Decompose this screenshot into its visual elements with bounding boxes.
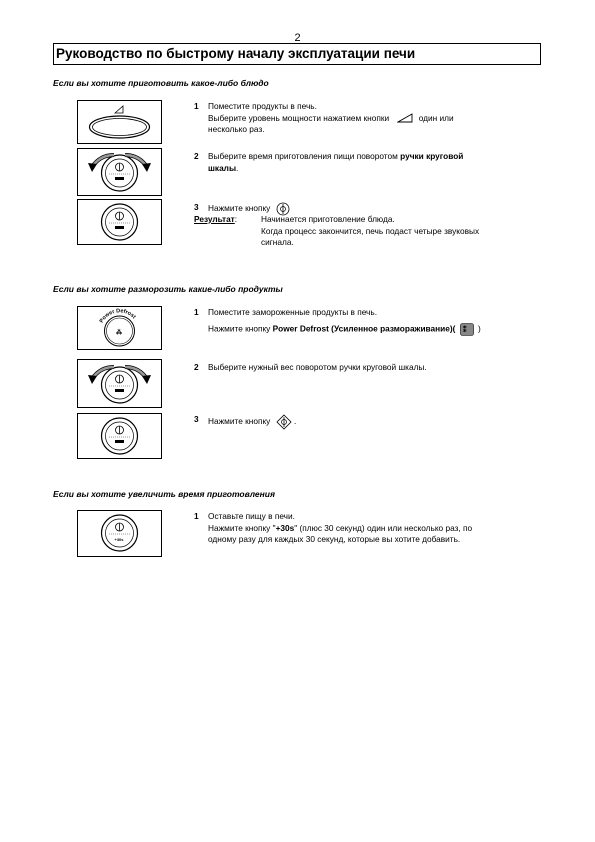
step-text: Нажмите кнопку (208, 416, 271, 427)
defrost-button-icon (460, 323, 474, 336)
step-text: . (236, 162, 239, 173)
result-label: Результат: (194, 214, 238, 224)
dial-press-icon (78, 414, 161, 458)
step-number: 1 (194, 511, 199, 521)
step-text: " (плюс 30 секунд) один или несколько раз, по (294, 522, 473, 533)
step-text: Поместите продукты в печь. (208, 101, 317, 111)
power-level-button-icon (78, 101, 161, 143)
step-text: Нажмите кнопку " (208, 522, 276, 533)
section-heading-extend: Если вы хотите увеличить время приготовления (53, 489, 275, 499)
power-defrost-illustration (77, 306, 162, 350)
step-number: 1 (194, 307, 199, 317)
dial-press-illustration (77, 413, 162, 459)
step-number: 1 (194, 101, 199, 111)
step-text: несколько раз. (208, 124, 265, 134)
dial-rotate-illustration (77, 148, 162, 196)
step-text: Нажмите кнопку (208, 323, 271, 334)
dial-rotate-icon (78, 149, 161, 195)
result-text: Начинается приготовление блюда. (261, 214, 395, 224)
page-title: Руководство по быстрому началу эксплуатации печи (56, 46, 416, 61)
dial-rotate-illustration (77, 359, 162, 408)
step-text-bold: шкалы (208, 162, 237, 173)
power-level-icon (397, 113, 413, 123)
plus30s-illustration (77, 510, 162, 557)
step-text-bold: +30s (275, 522, 295, 533)
step-number: 3 (194, 414, 199, 424)
step-text: Оставьте пищу в печи. (208, 511, 295, 521)
step-text: Нажмите кнопку (208, 203, 271, 214)
result-text: сигнала. (261, 237, 294, 247)
step-number: 2 (194, 151, 199, 161)
step-text: Выберите нужный вес поворотом ручки круговой шкалы. (208, 362, 427, 372)
power-defrost-curved-label: Power Defrost (98, 308, 137, 325)
section-heading-cook: Если вы хотите приготовить какое-либо блюдо (53, 78, 269, 88)
plus30s-dial-label: +30s (114, 537, 124, 542)
page-number: 2 (294, 32, 301, 44)
power-defrost-button-icon (78, 307, 161, 349)
dial-press-illustration (77, 199, 162, 245)
step-text-bold: ручки круговой (400, 151, 464, 161)
step-number: 2 (194, 362, 199, 372)
step-text: одному разу для каждых 30 секунд, которые вы хотите добавить. (208, 534, 461, 544)
step-text: Поместите замороженные продукты в печь. (208, 307, 378, 317)
dial-press-icon (78, 200, 161, 244)
step-text-bold: ( (452, 323, 456, 334)
step-text: ) (478, 323, 481, 334)
step-text: один или (418, 112, 454, 123)
page-title-box (53, 43, 541, 65)
svg-text:⁑: ⁑ (462, 326, 467, 334)
step-text: . (293, 416, 297, 427)
svg-text:⁂: ⁂ (116, 330, 122, 336)
step-text: Выберите время приготовления пищи поворотом (208, 151, 398, 161)
step-text: Выберите уровень мощности нажатием кнопки (208, 112, 390, 123)
result-text: Когда процесс закончится, печь подаст четыре звуковых (261, 225, 480, 236)
power-level-illustration (77, 100, 162, 144)
step-number: 3 (194, 202, 199, 212)
plus30s-dial-icon (78, 511, 161, 556)
dial-rotate-icon (78, 360, 161, 407)
step-text-bold: Power Defrost (Усиленное размораживание) (272, 323, 453, 334)
start-button-icon (276, 414, 292, 430)
section-heading-defrost: Если вы хотите разморозить какие-либо продукты (53, 284, 283, 294)
